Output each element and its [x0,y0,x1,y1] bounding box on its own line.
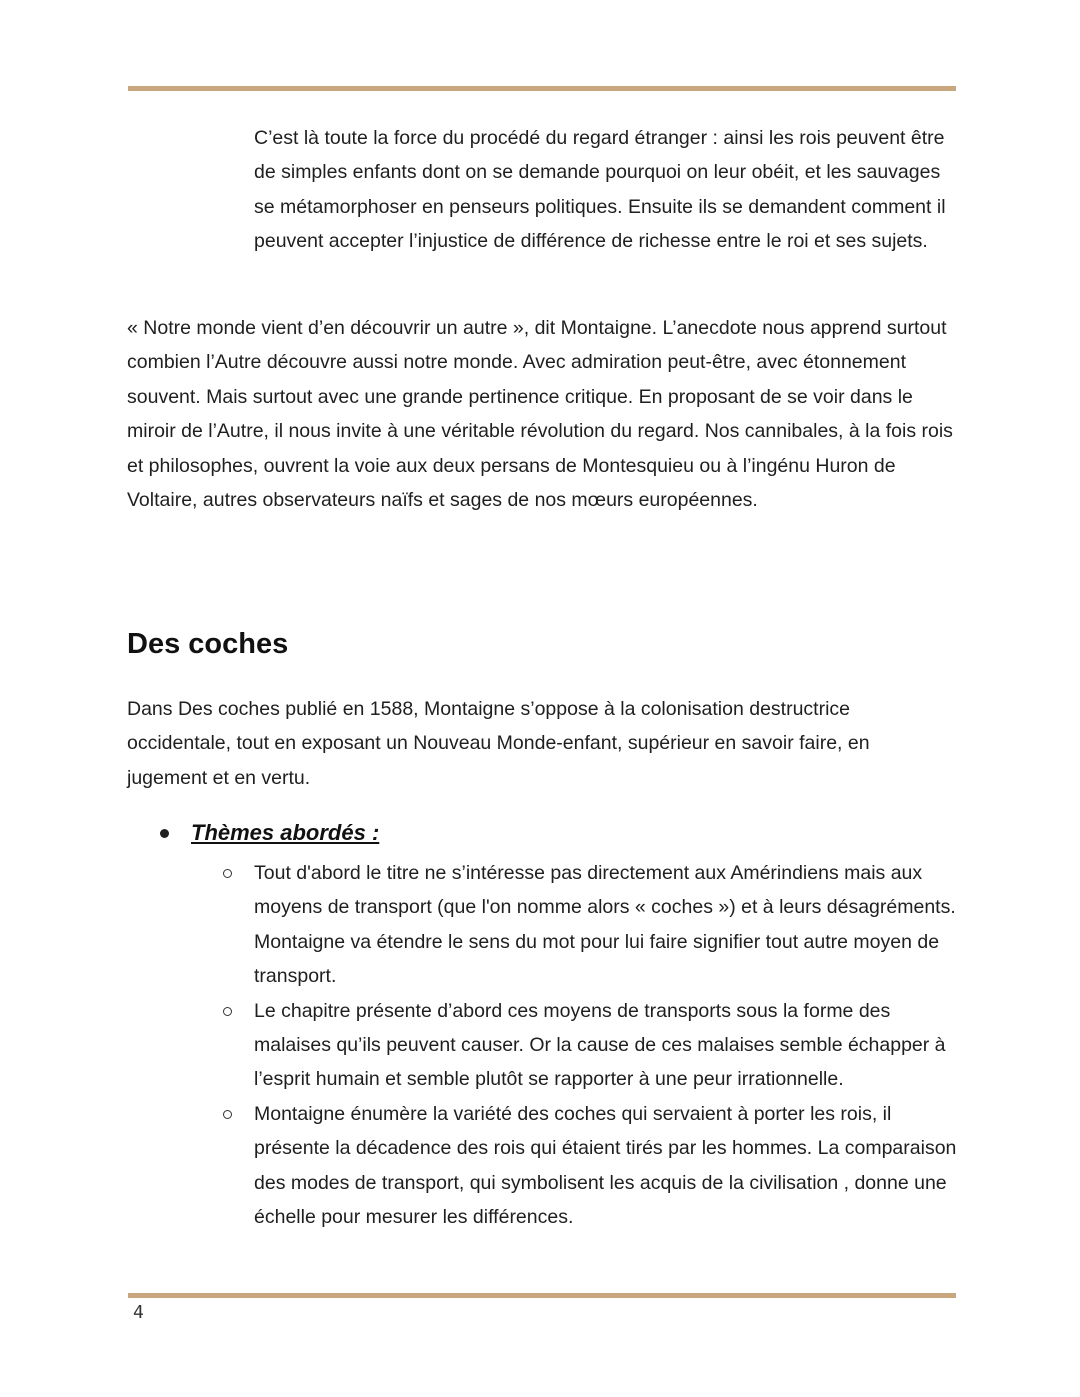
header-divider [128,86,956,91]
themes-sublist [220,856,960,1234]
list-item [220,1097,960,1235]
themes-label: Thèmes abordés : [191,820,380,845]
list-item-text: Tout d'abord le titre ne s’intéresse pas directement aux Amérindiens mais aux moyens de transport (que l'on nomme alors « coches ») et à leurs désagréments. Montaigne va étendre le sens du mot pour lui faire signifier tout autre moyen de transport. [254,862,956,988]
footer-divider [128,1293,956,1298]
list-item-text: Montaigne énumère la variété des coches qui servaient à porter les rois, il présente la décadence des rois qui étaient tirés par les hommes. La comparaison des modes de transport, qui symbolisent les acquis de la civilisation , donne une échelle pour mesurer les différences. [254,1102,957,1229]
conclusion-paragraph: « Notre monde vient d’en découvrir un autre », dit Montaigne. L’anecdote nous apprend surtout combien l’Autre découvre aussi notre monde. Avec admiration peut-être, avec étonnement souvent. Mais surtout avec une grande pertinence critique. En proposant de se voir dans le miroir de l’Autre, il nous invite à une véritable révolution du regard. Nos cannibales, à la fois rois et philosophes, ouvrent la voie aux deux persans de Montesquieu ou à l’ingénu Huron de Voltaire, autres observateurs naïfs et sages de nos mœurs européennes. [127,317,953,512]
circle-bullet-icon [220,994,254,1097]
list-item [220,994,960,1097]
indented-paragraph: C’est là toute la force du procédé du regard étranger : ainsi les rois peuvent être de simples enfants dont on se demande pourquoi on leur obéit, et les sauvages se métamorphoser en penseurs politiques. Ensuite ils se demandent comment il peuvent accepter l’injustice de différence de richesse entre le roi et ses sujets. [254,127,946,253]
circle-bullet-icon [220,1097,254,1235]
page-number: 4 [133,1302,144,1323]
themes-bullet [160,814,379,852]
list-item [220,856,960,994]
bullet-dot-icon [160,829,169,838]
list-item-text: Le chapitre présente d’abord ces moyens de transports sous la forme des malaises qu’ils peuvent causer. Or la cause de ces malaises semble échapper à l’esprit humain et semble plutôt se rapporter à une peur irrationnelle. [254,999,946,1091]
section-intro-paragraph: Dans Des coches publié en 1588, Montaigne s’oppose à la colonisation destructrice occidentale, tout en exposant un Nouveau Monde-enfant, supérieur en savoir faire, en jugement et en vertu. [127,698,870,789]
circle-bullet-icon [220,856,254,994]
section-heading: Des coches [127,628,289,660]
